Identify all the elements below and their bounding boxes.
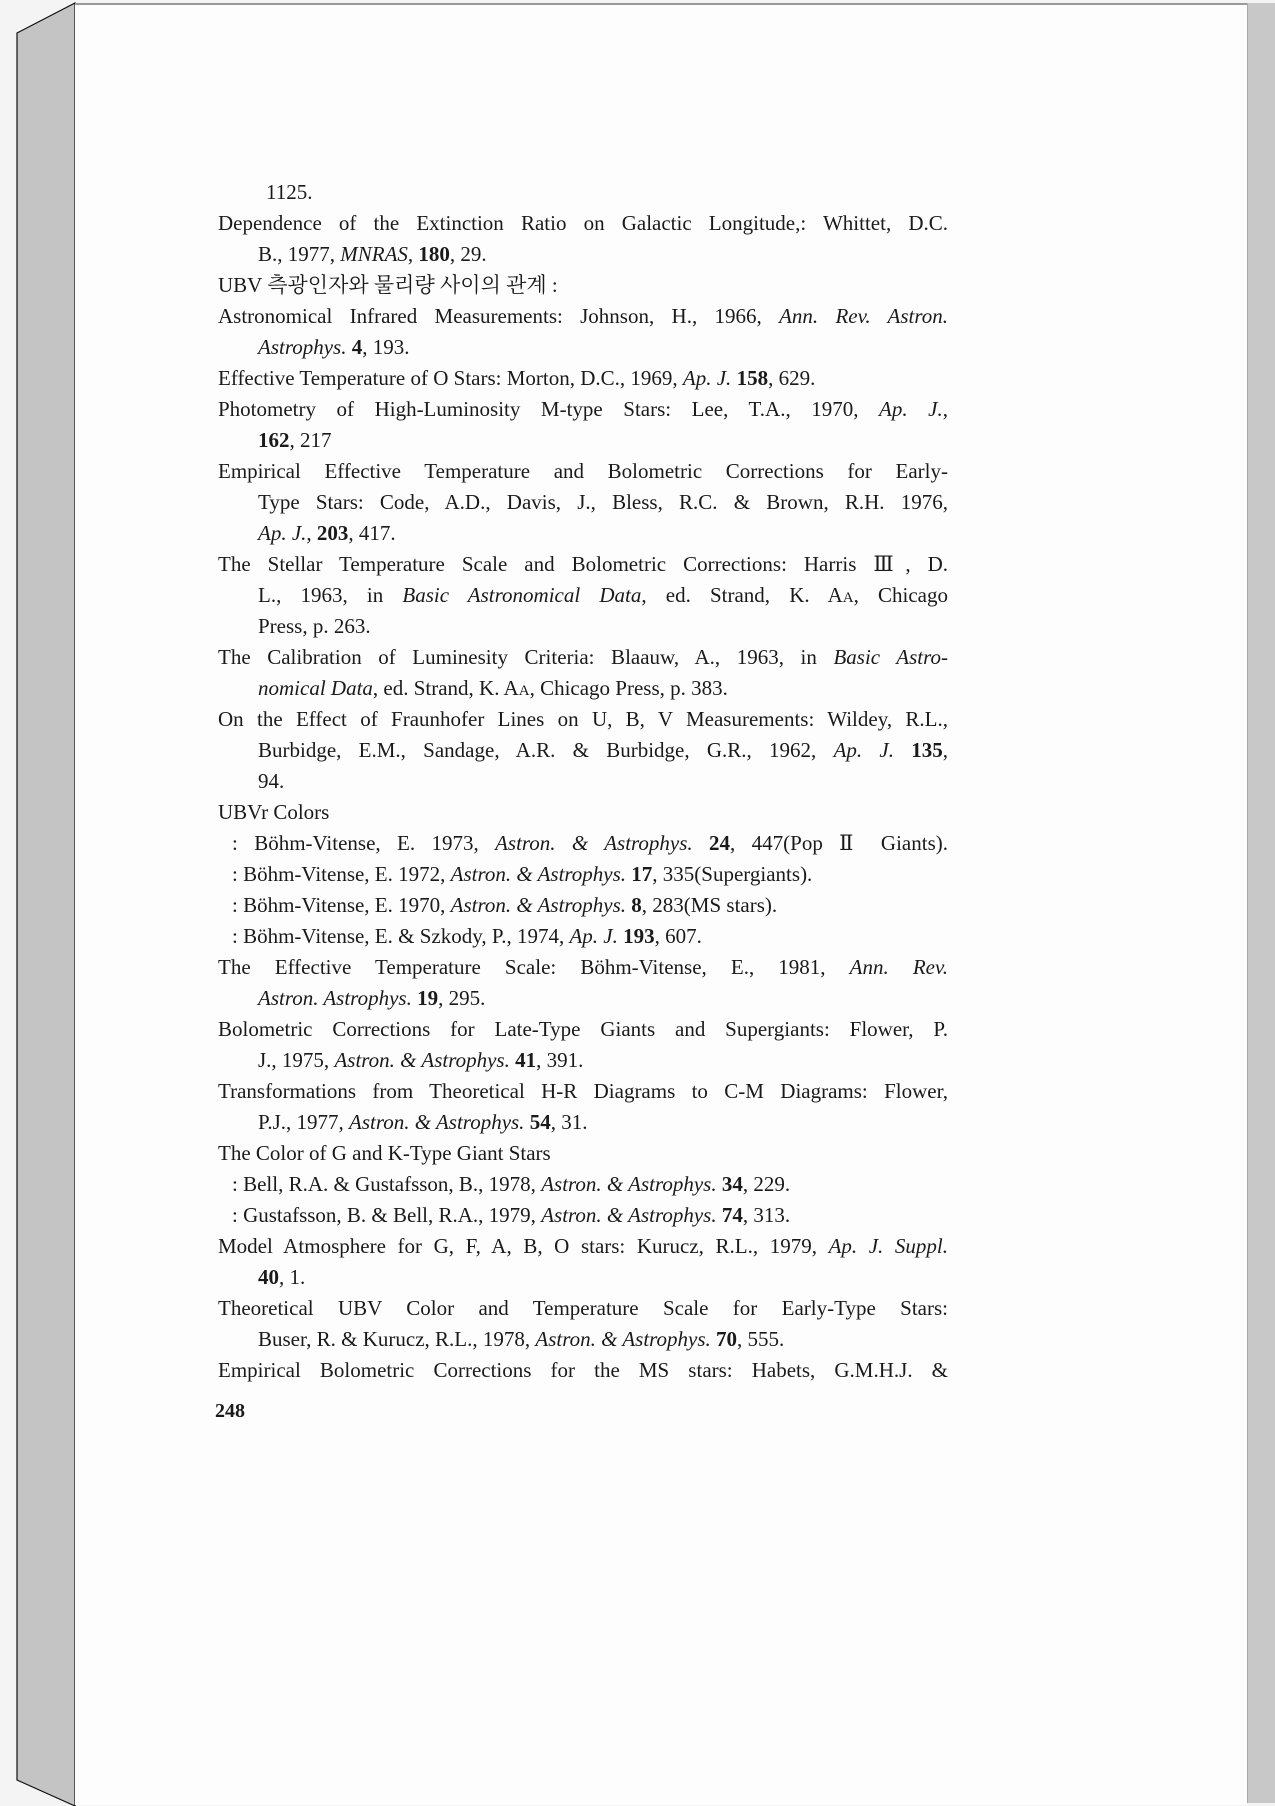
reference-text: Type Stars: Code, A.D., Davis, J., Bless, R.C. & Brown, R.H. 1976, <box>258 490 948 514</box>
volume-number: 19 <box>417 986 439 1010</box>
reference-text: , 217 <box>289 428 332 452</box>
reference-text: Astronomical Infrared Measurements: Johnson, H., 1966, <box>218 304 780 328</box>
reference-line <box>218 1324 948 1355</box>
journal-title: Ap. J. <box>258 521 307 545</box>
reference-text: A <box>518 683 530 699</box>
reference-line <box>218 735 948 766</box>
reference-text: , 193. <box>362 335 410 359</box>
volume-number: 34 <box>721 1172 743 1196</box>
reference-text: Effective Temperature of O Stars: Morton, D.C., 1969, <box>218 366 683 390</box>
reference-text: P.J., 1977, <box>258 1110 350 1134</box>
journal-title: Astrophys. <box>258 335 347 359</box>
reference-text <box>693 831 709 855</box>
volume-number: 8 <box>631 893 642 917</box>
reference-line <box>218 549 948 580</box>
reference-line <box>218 270 948 301</box>
reference-text: J., 1975, <box>258 1048 335 1072</box>
reference-line <box>218 611 948 642</box>
reference-text: : Bell, R.A. & Gustafsson, B., 1978, <box>232 1172 542 1196</box>
reference-text: , 629. <box>768 366 816 390</box>
reference-text: A <box>842 590 854 606</box>
reference-line <box>218 952 948 983</box>
reference-text: , 1. <box>279 1265 306 1289</box>
journal-title: Astron. & Astrophys. <box>349 1110 525 1134</box>
reference-text <box>894 738 911 762</box>
reference-text: , <box>306 521 317 545</box>
reference-line <box>218 1355 948 1386</box>
journal-title: Ap. J. <box>682 366 732 390</box>
reference-text: , 417. <box>348 521 396 545</box>
volume-number: 180 <box>418 242 450 266</box>
reference-line <box>218 208 948 239</box>
reference-line <box>218 797 948 828</box>
reference-text: , <box>407 242 419 266</box>
reference-text: The Color of G and K-Type Giant Stars <box>218 1141 551 1165</box>
reference-text: : Böhm-Vitense, E. & Szkody, P., 1974, <box>232 924 570 948</box>
volume-number: 203 <box>316 521 349 545</box>
reference-line <box>218 301 948 332</box>
reference-text: , 391. <box>536 1048 584 1072</box>
reference-line <box>218 1014 948 1045</box>
volume-number: 17 <box>631 862 653 886</box>
reference-text: Empirical Bolometric Corrections for the MS stars: Habets, G.M.H.J. & <box>218 1358 948 1382</box>
reference-text: Buser, R. & Kurucz, R.L., 1978, <box>258 1327 536 1351</box>
volume-number: 162 <box>258 428 290 452</box>
reference-text: Bolometric Corrections for Late-Type Giants and Supergiants: Flower, P. <box>218 1017 948 1041</box>
reference-text: : Gustafsson, B. & Bell, R.A., 1979, <box>232 1203 542 1227</box>
reference-line <box>218 983 948 1014</box>
reference-line <box>218 642 948 673</box>
reference-text: , Chicago <box>853 583 948 607</box>
reference-text: On the Effect of Fraunhofer Lines on U, B, V Measurements: Wildey, R.L., <box>218 707 948 731</box>
reference-text: , 447(Pop Ⅱ Giants). <box>730 831 948 855</box>
volume-number: 158 <box>736 366 769 390</box>
reference-text: , 313. <box>742 1203 791 1227</box>
reference-line <box>218 921 948 952</box>
reference-line <box>218 1262 948 1293</box>
reference-text: , <box>942 397 948 421</box>
journal-title: Ann. Rev. <box>849 955 948 979</box>
reference-text: : Böhm-Vitense, E. 1970, <box>232 893 451 917</box>
reference-line <box>218 1200 948 1231</box>
reference-text: Press, p. 263. <box>258 614 371 638</box>
reference-line <box>218 1076 948 1107</box>
reference-text: Photometry of High-Luminosity M-type Stars: Lee, T.A., 1970, <box>218 397 880 421</box>
journal-title: Ap. J. <box>569 924 618 948</box>
reference-line <box>218 487 948 518</box>
reference-line <box>218 766 948 797</box>
journal-title: MNRAS <box>340 242 408 266</box>
journal-title: Astron. & Astrophys. <box>541 1172 717 1196</box>
journal-title: Astron. & Astrophys. <box>495 831 693 855</box>
reference-text: , 295. <box>438 986 486 1010</box>
reference-line <box>218 1293 948 1324</box>
reference-text: Dependence of the Extinction Ratio on Galactic Longitude,: Whittet, D.C. <box>218 211 948 235</box>
reference-text: , 229. <box>742 1172 791 1196</box>
reference-text: , 335(Supergiants). <box>652 862 813 886</box>
reference-text: , 607. <box>654 924 702 948</box>
journal-title: Ap. J. <box>833 738 894 762</box>
journal-title: Astron. & Astrophys. <box>535 1327 711 1351</box>
reference-line <box>218 394 948 425</box>
volume-number: 40 <box>258 1265 279 1289</box>
reference-list <box>218 177 948 1386</box>
reference-line <box>218 332 948 363</box>
reference-line <box>218 363 948 394</box>
reference-text: , ed. Strand, K. A <box>372 676 519 700</box>
journal-title: Astron. & Astrophys. <box>450 893 627 917</box>
journal-title: nomical Data <box>258 676 373 700</box>
reference-line <box>218 890 948 921</box>
reference-text: 1125. <box>266 180 313 204</box>
reference-text: , 283(MS stars). <box>641 893 778 917</box>
reference-text: Burbidge, E.M., Sandage, A.R. & Burbidge, G.R., 1962, <box>258 738 834 762</box>
reference-text: Empirical Effective Temperature and Bolometric Corrections for Early- <box>218 459 948 483</box>
reference-text: , 555. <box>737 1327 785 1351</box>
volume-number: 4 <box>351 335 363 359</box>
journal-title: Astron. & Astrophys. <box>541 1203 717 1227</box>
reference-line <box>218 1138 948 1169</box>
reference-text: L., 1963, in <box>258 583 403 607</box>
reference-text: , 31. <box>550 1110 588 1134</box>
reference-text: B., 1977, <box>258 242 341 266</box>
reference-line <box>218 177 948 208</box>
journal-title: Astron. Astrophys. <box>258 986 412 1010</box>
journal-title: Astron. & Astrophys. <box>334 1048 510 1072</box>
volume-number: 41 <box>515 1048 537 1072</box>
reference-text: The Stellar Temperature Scale and Bolometric Corrections: Harris Ⅲ, D. <box>218 552 948 576</box>
volume-number: 135 <box>911 738 943 762</box>
journal-title: Basic Astronomical Data <box>402 583 642 607</box>
volume-number: 54 <box>529 1110 551 1134</box>
journal-title: Ap. J. <box>879 397 943 421</box>
volume-number: 193 <box>623 924 655 948</box>
reference-text: , <box>942 738 948 762</box>
reference-text: , 29. <box>449 242 487 266</box>
book-spine <box>0 0 80 1806</box>
reference-line <box>218 859 948 890</box>
reference-line <box>218 425 948 456</box>
journal-title: Ann. Rev. Astron. <box>779 304 949 328</box>
volume-number: 70 <box>716 1327 738 1351</box>
reference-line <box>218 673 948 704</box>
reference-text: 94. <box>258 769 285 793</box>
reference-text: : Böhm-Vitense, E. 1973, <box>232 831 496 855</box>
reference-line <box>218 1045 948 1076</box>
reference-line <box>218 1169 948 1200</box>
page-edge <box>1247 3 1275 1803</box>
reference-line <box>218 239 948 270</box>
reference-text: , Chicago Press, p. 383. <box>529 676 728 700</box>
reference-text: The Effective Temperature Scale: Böhm-Vitense, E., 1981, <box>218 955 850 979</box>
journal-title: Astron. & Astrophys. <box>450 862 627 886</box>
reference-line <box>218 1231 948 1262</box>
reference-text: The Calibration of Luminesity Criteria: Blaauw, A., 1963, in <box>218 645 834 669</box>
journal-title: Ap. J. Suppl. <box>828 1234 948 1258</box>
reference-line <box>218 828 948 859</box>
reference-line <box>218 456 948 487</box>
journal-title: Basic Astro- <box>833 645 948 669</box>
volume-number: 74 <box>721 1203 743 1227</box>
reference-line <box>218 580 948 611</box>
reference-text: Theoretical UBV Color and Temperature Scale for Early-Type Stars: <box>218 1296 948 1320</box>
reference-text: Model Atmosphere for G, F, A, B, O stars: Kurucz, R.L., 1979, <box>218 1234 829 1258</box>
reference-text: UBVr Colors <box>218 800 330 824</box>
reference-text: , ed. Strand, K. A <box>641 583 843 607</box>
reference-line <box>218 704 948 735</box>
reference-text: : Böhm-Vitense, E. 1972, <box>232 862 451 886</box>
reference-text: UBV 측광인자와 물리량 사이의 관계 : <box>218 273 558 297</box>
reference-text: Transformations from Theoretical H-R Diagrams to C-M Diagrams: Flower, <box>218 1079 948 1103</box>
reference-line <box>218 1107 948 1138</box>
reference-line <box>218 518 948 549</box>
volume-number: 24 <box>709 831 731 855</box>
page-number: 248 <box>215 1400 245 1422</box>
